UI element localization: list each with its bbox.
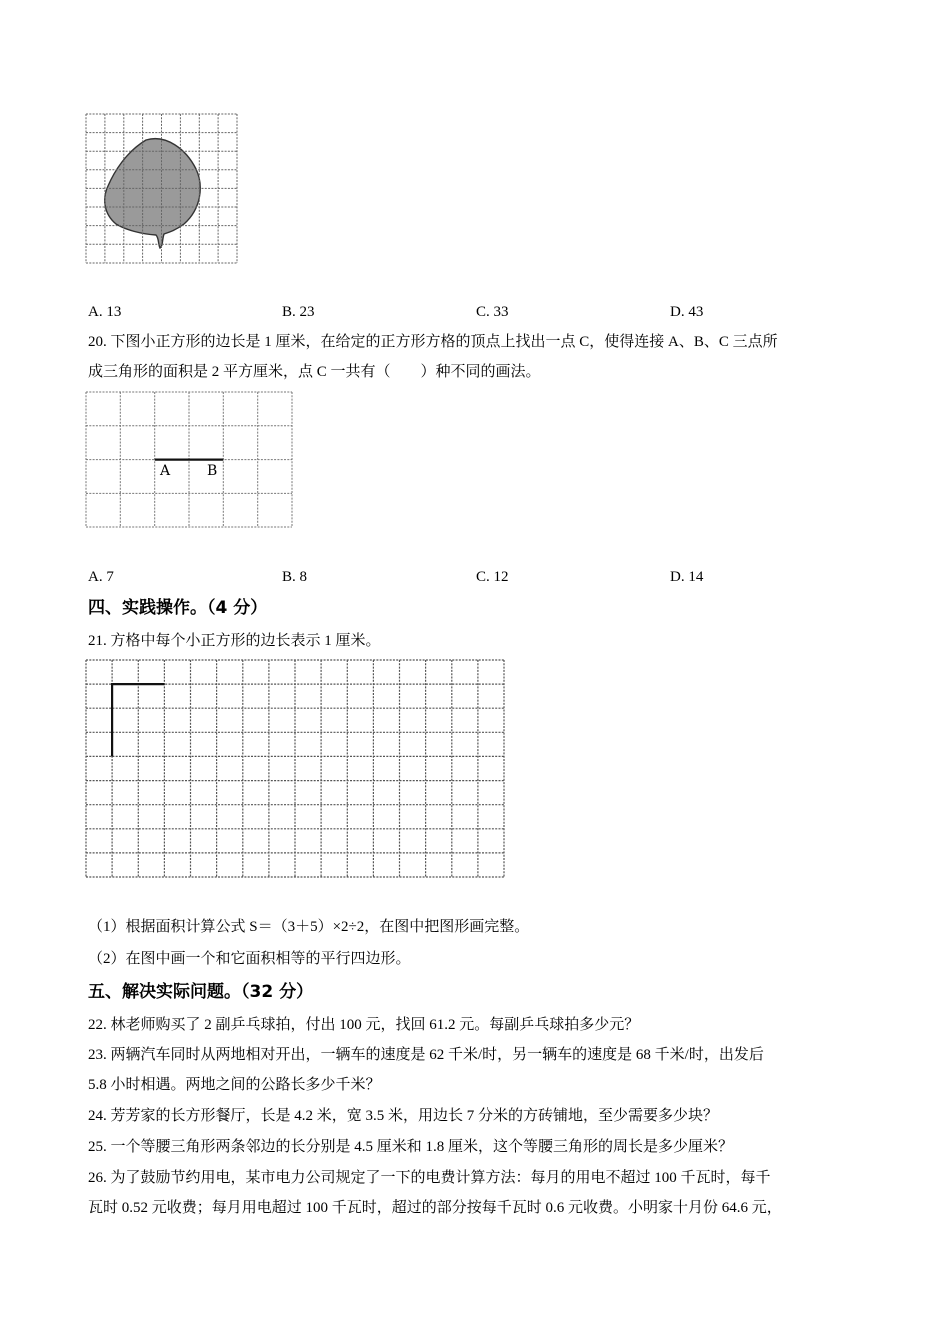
q20-option-a: A. 7 (88, 569, 114, 585)
q22-text: 22. 林老师购买了 2 副乒乓球拍，付出 100 元，找回 61.2 元。每副乒乓球拍多少元？ (88, 1017, 640, 1033)
section-4-heading: 四、实践操作。（4 分） (88, 598, 268, 618)
section-5-heading: 五、解决实际问题。（32 分） (88, 982, 314, 1002)
q20-option-d: D. 14 (670, 569, 704, 585)
q20-option-b: B. 8 (282, 569, 308, 585)
point-b-label: B (207, 463, 218, 479)
q23-text-line1: 23. 两辆汽车同时从两地相对开出，一辆车的速度是 62 千米/时，另一辆车的速度是 68 千米/时，出发后 (88, 1047, 764, 1063)
q19-grid-figure (86, 114, 238, 264)
q20-text-line2: 成三角形的面积是 2 平方厘米，点 C 一共有（ ）种不同的画法。 (88, 364, 541, 380)
q21-sub1: （1）根据面积计算公式 S＝（3＋5）×2÷2，在图中把图形画完整。 (88, 919, 530, 935)
q24-text: 24. 芳芳家的长方形餐厅，长是 4.2 米，宽 3.5 米，用边长 7 分米的方砖铺地，至少需要多少块？ (88, 1108, 719, 1124)
point-a-label: A (160, 463, 171, 479)
q19-option-b: B. 23 (282, 304, 315, 320)
q20-option-c: C. 12 (476, 569, 509, 585)
q25-text: 25. 一个等腰三角形两条邻边的长分别是 4.5 厘米和 1.8 厘米，这个等腰三角形的周长是多少厘米？ (88, 1139, 734, 1155)
q19-option-c: C. 33 (476, 304, 509, 320)
q26-text-line2: 瓦时 0.52 元收费；每月用电超过 100 千瓦时，超过的部分按每千瓦时 0.6 元收费。小明家十月份 64.6 元， (88, 1200, 782, 1216)
q26-text-line1: 26. 为了鼓励节约用电，某市电力公司规定了一下的电费计算方法：每月的用电不超过 100 千瓦时，每千 (88, 1170, 771, 1186)
q21-sub2: （2）在图中画一个和它面积相等的平行四边形。 (88, 951, 411, 967)
q19-option-a: A. 13 (88, 304, 122, 320)
q21-grid-figure (86, 660, 506, 880)
q19-option-d: D. 43 (670, 304, 704, 320)
q20-text-line1: 20. 下图小正方形的边长是 1 厘米，在给定的正方形方格的顶点上找出一点 C，使得连接 A、B、C 三点所 (88, 334, 778, 350)
q21-text: 21. 方格中每个小正方形的边长表示 1 厘米。 (88, 633, 381, 649)
irregular-shape (105, 139, 201, 248)
q23-text-line2: 5.8 小时相遇。两地之间的公路长多少千米？ (88, 1077, 381, 1093)
q20-grid-figure (86, 392, 294, 529)
